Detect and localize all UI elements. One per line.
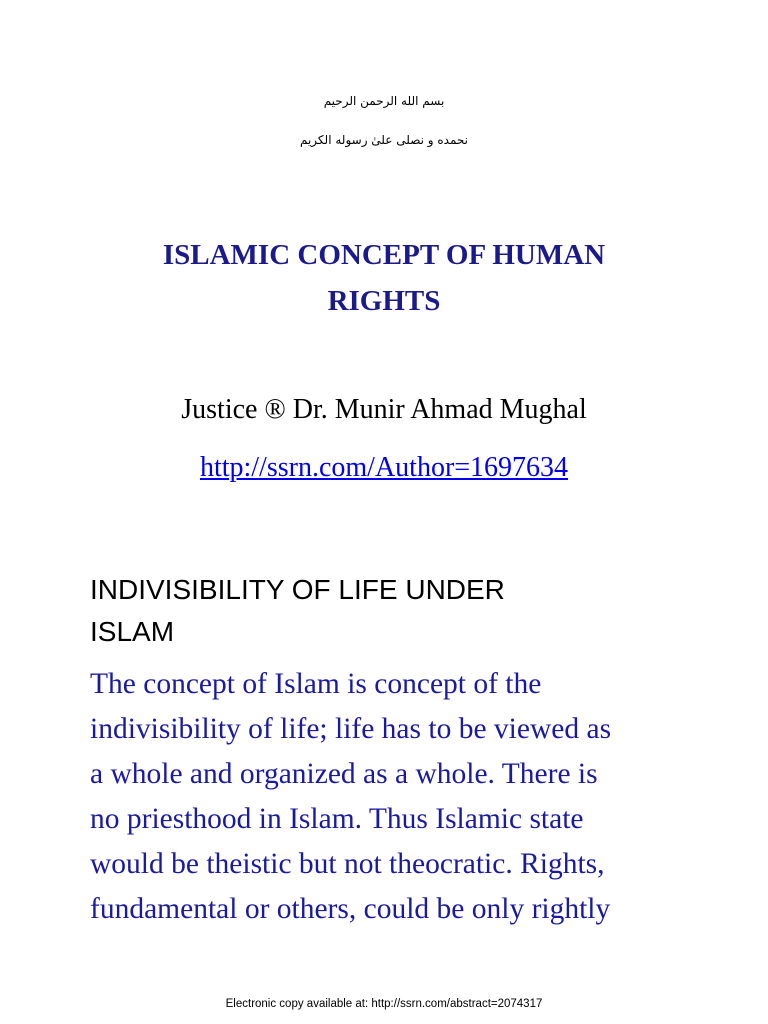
body-line: The concept of Islam is concept of the	[90, 668, 542, 700]
body-line: fundamental or others, could be only rightly	[90, 893, 611, 925]
title-line-1: ISLAMIC CONCEPT OF HUMAN	[162, 239, 606, 271]
body-line: a whole and organized as a whole. There is	[90, 758, 598, 790]
section-heading-line-1: INDIVISIBILITY OF LIFE UNDER	[90, 574, 505, 605]
author-name: Justice ® Dr. Munir Ahmad Mughal	[181, 394, 587, 425]
footer-availability-note: Electronic copy available at: http://ssrn.com/abstract=2074317	[225, 998, 543, 1010]
body-line: indivisibility of life; life has to be viewed as	[90, 713, 612, 745]
section-heading-line-2: ISLAM	[90, 616, 175, 647]
title-line-2: RIGHTS	[327, 285, 441, 317]
author-profile-link[interactable]: http://ssrn.com/Author=1697634	[199, 452, 569, 483]
document-title	[84, 232, 684, 324]
author-link-container	[0, 452, 768, 484]
section-heading	[90, 569, 690, 653]
body-paragraph	[90, 662, 690, 932]
body-line: no priesthood in Islam. Thus Islamic state	[90, 803, 584, 835]
body-line: would be theistic but not theocratic. Rights,	[90, 848, 605, 880]
bismillah-line: بسم الله الرحمن الرحيم	[323, 94, 445, 108]
salutation-line: نحمده و نصلى علىٰ رسوله الكريم	[299, 133, 469, 147]
